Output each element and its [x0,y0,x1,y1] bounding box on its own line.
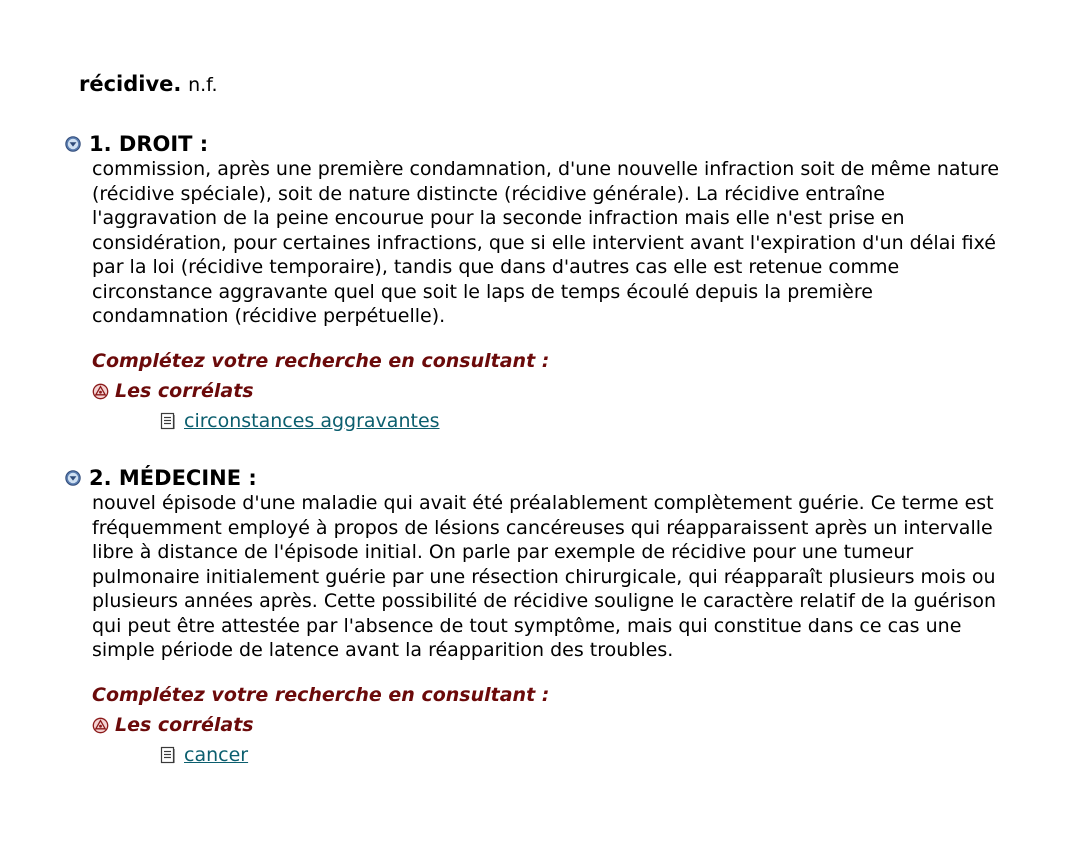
expand-toggle-icon[interactable] [64,470,82,486]
correlats-label: Les corrélats [115,379,254,402]
document-icon [160,746,176,764]
part-of-speech: n.f. [188,74,218,96]
triangle-bullet-icon [92,717,109,734]
document-icon [160,412,176,430]
entry-word: récidive. [79,72,182,96]
section-definition: nouvel épisode d'une maladie qui avait été préalablement complètement guérie. Ce terme est fréquemment employé à propos de lésions cancéreuses qui réapparaissent après un intervalle libre à distance de l'épisode initial. On parle par exemple de récidive pour une tumeur pulmonaire initialement guérie par une résection chirurgicale, qui réapparaît plusieurs mois ou plusieurs années après. Cette possibilité de récidive souligne le caractère relatif de la guérison qui peut être attestée par l'absence de tout symptôme, mais qui constitue dans ce cas une simple période de latence avant la réapparition des troubles. [92,492,997,661]
correlats-heading[interactable] [92,378,1014,404]
correlats-heading[interactable] [92,712,1014,738]
complete-search-label: Complétez votre recherche en consultant : [92,349,550,372]
section-title: 1. DROIT : [89,132,209,156]
correlat-link-row [160,408,1014,434]
section-heading [64,131,1014,157]
correlat-link[interactable]: circonstances aggravantes [184,409,440,432]
correlats-label: Les corrélats [115,713,254,736]
complete-search-label: Complétez votre recherche en consultant : [92,683,550,706]
correlat-link[interactable]: cancer [184,743,249,766]
section-heading [64,465,1014,491]
correlat-link-row [160,742,1014,768]
section-droit [64,131,1014,434]
section-definition: commission, après une première condamnation, d'une nouvelle infraction soit de même nature (récidive spéciale), soit de nature distincte (récidive générale). La récidive entraîne l'aggravation de la peine encourue pour la seconde infraction mais elle n'est prise en considération, pour certaines infractions, que si elle intervient avant l'expiration d'un délai fixé par la loi (récidive temporaire), tandis que dans d'autres cas elle est retenue comme circonstance aggravante quel que soit le laps de temps écoulé depuis la première condamnation (récidive perpétuelle). [92,158,1000,327]
triangle-bullet-icon [92,383,109,400]
entry-headword [79,70,218,99]
section-title: 2. MÉDECINE : [89,466,257,490]
expand-toggle-icon[interactable] [64,136,82,152]
section-medecine [64,465,1014,768]
